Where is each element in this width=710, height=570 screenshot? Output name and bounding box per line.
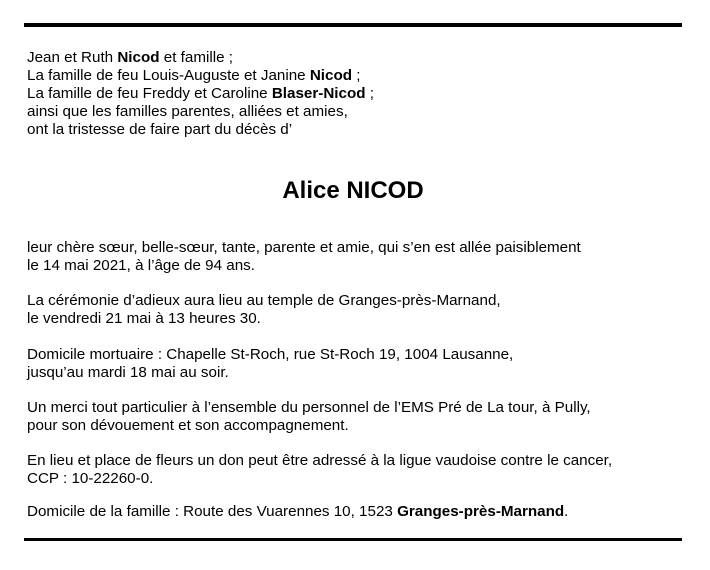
paragraph-line: Un merci tout particulier à l’ensemble du personnel de l’EMS Pré de La tour, à Pully, <box>27 399 591 416</box>
paragraph-family-address <box>27 503 677 521</box>
paragraph-line: La cérémonie d’adieux aura lieu au temple de Granges-près-Marnand, <box>27 292 501 309</box>
intro-line-5: ont la tristesse de faire part du décès d’ <box>27 121 293 138</box>
intro-line-2-suffix: ; <box>352 67 361 84</box>
paragraph-line: pour son dévouement et son accompagnement. <box>27 417 349 434</box>
paragraph-mortuary <box>27 346 677 382</box>
intro-line-2-text: La famille de feu Louis-Auguste et Janine <box>27 67 310 84</box>
paragraph-line: le 14 mai 2021, à l’âge de 94 ans. <box>27 257 255 274</box>
paragraph-thanks <box>27 399 677 435</box>
paragraph-line <box>27 503 677 521</box>
paragraph-line: Domicile mortuaire : Chapelle St-Roch, rue St-Roch 19, 1004 Lausanne, <box>27 346 514 363</box>
intro-line-3-suffix: ; <box>365 85 374 102</box>
intro-line-1 <box>27 49 677 67</box>
address-suffix: . <box>564 503 569 520</box>
family-name-bold: Blaser-Nicod <box>271 85 366 102</box>
intro-line-1-text: Jean et Ruth <box>27 49 118 66</box>
family-name-bold: Nicod <box>309 67 353 84</box>
paragraph-donation <box>27 452 677 488</box>
top-divider <box>24 23 682 27</box>
paragraph-line: CCP : 10-22260-0. <box>27 470 154 487</box>
intro-line-4: ainsi que les familles parentes, alliées et amies, <box>27 103 348 120</box>
paragraph-line: jusqu’au mardi 18 mai au soir. <box>27 364 229 381</box>
family-intro <box>27 49 677 139</box>
intro-line-2 <box>27 67 677 85</box>
bottom-divider <box>24 538 682 541</box>
family-name-bold: Nicod <box>117 49 160 66</box>
intro-line-3-text: La famille de feu Freddy et Caroline <box>27 85 272 102</box>
paragraph-ceremony <box>27 292 677 328</box>
address-text: Domicile de la famille : Route des Vuarennes 10, 1523 <box>27 503 398 520</box>
intro-line-1-suffix: et famille ; <box>159 49 233 66</box>
address-town-bold: Granges-près-Marnand <box>397 503 565 520</box>
paragraph-relationship <box>27 239 677 275</box>
paragraph-line: le vendredi 21 mai à 13 heures 30. <box>27 310 261 327</box>
paragraph-line: En lieu et place de fleurs un don peut être adressé à la ligue vaudoise contre le cancer, <box>27 452 613 469</box>
paragraph-line: leur chère sœur, belle-sœur, tante, parente et amie, qui s’en est allée paisiblement <box>27 239 581 256</box>
intro-line-3 <box>27 85 677 103</box>
deceased-name: Alice NICOD <box>282 177 424 204</box>
